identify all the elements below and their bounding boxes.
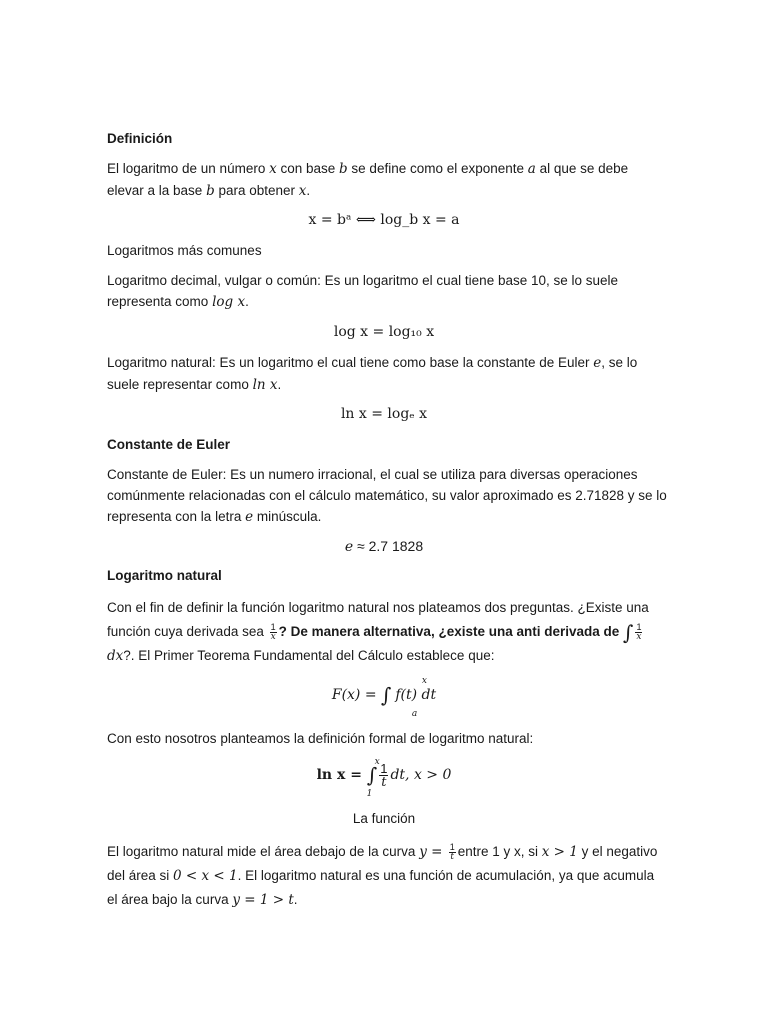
paragraph-planteamos: Con esto nosotros planteamos la definición formal de logaritmo natural:	[107, 731, 534, 746]
equation-decimal-log: log x = log₁₀ x	[333, 324, 435, 340]
fraction-one-over-x: $\frac{1}{x}$	[270, 621, 276, 642]
fraction-integrand: $\frac{1}{x}$	[636, 621, 642, 642]
paragraph-definition: El logaritmo de un número x con base b se define como el exponente a al que se debe elevar a la base b para obtener x.	[107, 161, 629, 199]
heading-la-funcion: La función	[352, 811, 416, 826]
heading-logaritmos-comunes: Logaritmos más comunes	[107, 243, 262, 258]
equation-ln-definition: ln x = ∫ x 1 $\frac{1}{t}$ dt, x > 0	[316, 757, 452, 799]
fraction-one-over-t: $\frac{1}{t}$	[449, 841, 455, 862]
equation-ftc: F(x) = ∫ x a f(t) dt	[331, 676, 437, 719]
paragraph-decimal-log: Logaritmo decimal, vulgar o común: Es un logaritmo el cual tiene base 10, se lo suele representa como log x.	[107, 273, 619, 310]
paragraph-area: El logaritmo natural mide el área debajo de la curva y = $\frac{1}{t}$ entre 1 y x, si x > 1 y el negativo del área si 0 < x < 1. El logaritmo natural es una función de acumulación, ya que acumula el área bajo la curva y = 1 > t.	[107, 841, 658, 908]
equation-natural-log: ln x = logₑ x	[340, 406, 428, 422]
paragraph-euler-constant: Constante de Euler: Es un numero irracional, el cual se utiliza para diversas operaciones comúnmente relacionadas con el cálculo matemático, su valor aproximado es 2.71828 y se lo representa con la letra e minúscula.	[107, 467, 667, 525]
heading-definicion: Definición	[107, 131, 173, 146]
paragraph-natural-log: Logaritmo natural: Es un logaritmo el cual tiene como base la constante de Euler e, se lo suele representar como ln x.	[107, 355, 638, 393]
equation-euler-value: e ≈ 2.7 1828	[344, 538, 424, 555]
equation-definition: x = bᵃ ⟺ log_b x = a	[308, 212, 460, 228]
paragraph-natural-log-questions: Con el fin de definir la función logaritmo natural nos plateamos dos preguntas. ¿Existe una función cuya derivada sea $\frac{1}{x}$ ? De manera alternativa, ¿existe una anti derivada de ∫ $\frac{1}{x}$ dx?. El Primer Teorema Fundamental del Cálculo establece que:	[107, 600, 649, 665]
heading-constante-euler: Constante de Euler	[107, 437, 231, 452]
heading-logaritmo-natural: Logaritmo natural	[107, 568, 222, 583]
